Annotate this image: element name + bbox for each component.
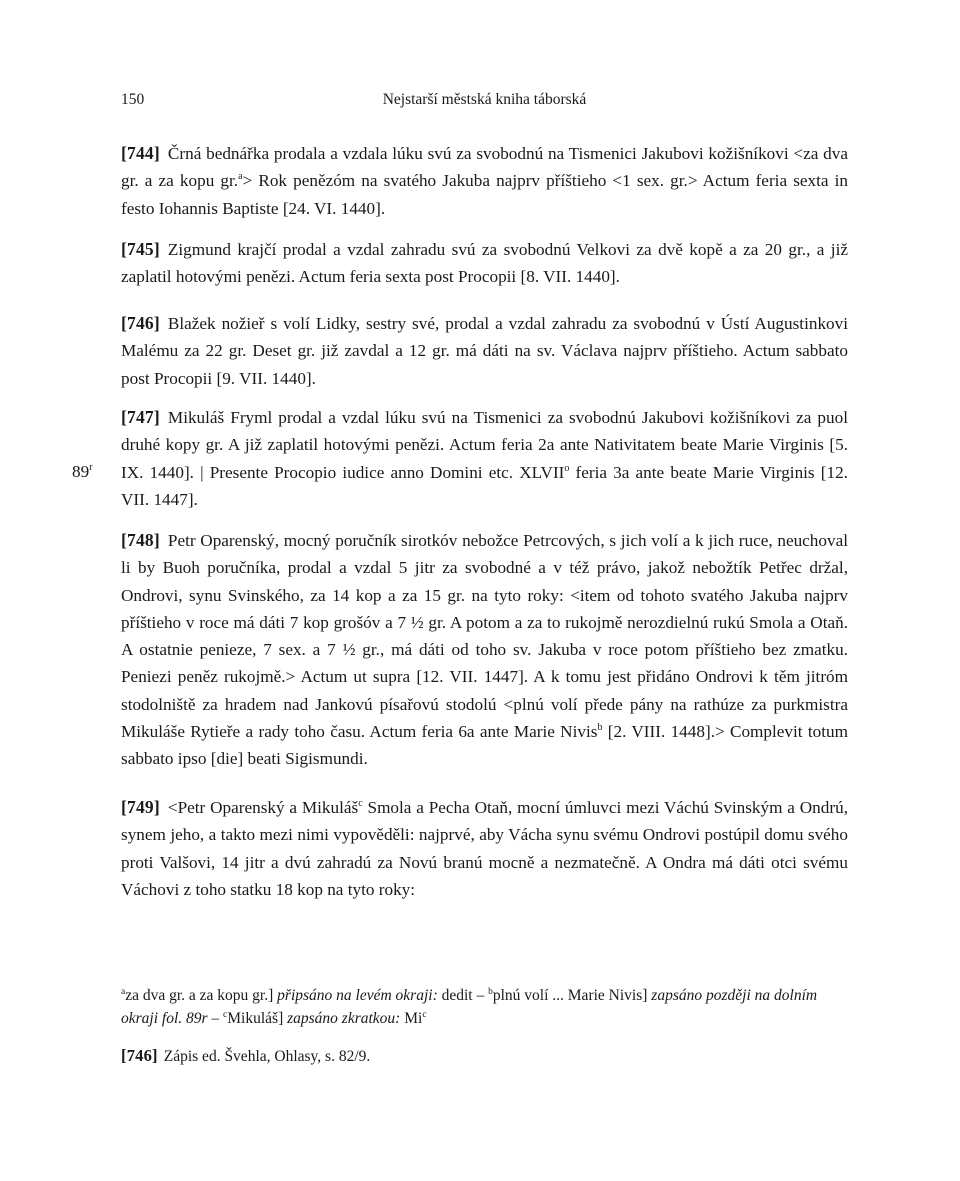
entry-text: Zigmund krajčí prodal a vzdal zahradu svú za svobodnú Velkovi za dvě kopě a za 20 gr., a již zaplatil hotovými penězi. Actum feria sexta post Procopii [8. VII. 1440].: [121, 240, 848, 287]
page-number: 150: [121, 91, 145, 108]
entry-745: [121, 236, 848, 291]
footnote-c-note: zapsáno zkratkou:: [287, 1010, 401, 1027]
footnotes: [121, 984, 848, 1030]
entry-748: [121, 527, 848, 773]
entry-746: [121, 310, 848, 392]
footnote-a-mark: a: [121, 987, 126, 997]
entry-744: [121, 140, 848, 222]
source-note-text: Zápis ed. Švehla, Ohlasy, s. 82/9.: [163, 1048, 371, 1065]
footnote-marker: c: [358, 798, 363, 809]
entry-749: [121, 794, 848, 903]
superscript-o: o: [564, 462, 570, 474]
source-note-number: [746]: [121, 1046, 158, 1065]
entry-text: Blažek nožieř s volí Lidky, sestry své, prodal a vzdal zahradu za svobodnú v Ústí Augustinkovi Malému za 22 gr. Deset gr. již zavdal a 12 gr. má dáti na sv. Václava najprv příštieho. Actum sabbato post Procopii [9. VII. 1440].: [121, 314, 848, 388]
footnote-c-mark: c: [223, 1010, 228, 1020]
entry-text: <Petr Oparenský a Mikuláš: [167, 798, 359, 817]
running-title: Nejstarší městská kniha táborská: [382, 91, 587, 108]
entry-text-cont: feria 3a ante beate Marie Virginis [12. VII. 1447].: [121, 462, 848, 509]
entry-text-cont: > Rok penězóm na svatého Jakuba najprv příštieho <1 sex. gr.> Actum feria sexta in festo Iohannis Baptiste [24. VI. 1440].: [121, 171, 848, 218]
entry-text-cont: [2. VIII. 1448].> Complevit totum sabbato ipso [die] beati Sigismundi.: [121, 722, 849, 769]
entry-number: [746]: [121, 313, 160, 333]
entry-747: [121, 404, 848, 513]
footnote-c-lemma: Mikuláš]: [227, 1010, 284, 1027]
entry-number: [745]: [121, 239, 160, 259]
entry-number: [749]: [121, 797, 160, 817]
entry-text: Mikuláš Fryml prodal a vzdal lúku svú na Tismenici za svobodnú Jakubovi kožišníkovi za puol druhé kopy gr. A již zaplatil hotovými penězi. Actum feria 2a ante Nativitatem beate Marie Virginis [5. IX. 1440]. | Presente Procopio iudice anno Domini etc. XLVII: [121, 408, 848, 482]
entry-number: [744]: [121, 143, 160, 163]
entry-number: [748]: [121, 530, 160, 550]
page-header: [121, 91, 848, 113]
footnote-c-sup: c: [422, 1010, 427, 1020]
source-note: [121, 1044, 848, 1068]
footnote-b-lemma: plnú volí ... Marie Nivis]: [492, 987, 648, 1004]
footnote-b-mark: b: [488, 987, 493, 997]
footnote-a-note: připsáno na levém okraji:: [277, 987, 438, 1004]
footnote-a-rest: dedit –: [441, 987, 485, 1004]
entry-text-cont: Smola a Pecha Otaň, mocní úmluvci mezi Váchú Svinským a Ondrú, synem jeho, a takto mezi nimi vypověděli: najprvé, aby Vácha synu svému Ondrovi postúpil domu svého proti Valšovi, 14 jitr a dvú zahradú za Novú branú mocně a nezmatečně. A Ondra má dáti otci svému Váchovi z toho statku 18 kop na tyto roky:: [121, 798, 848, 899]
footnote-marker: b: [597, 722, 603, 734]
footnote-marker: a: [238, 171, 243, 183]
entry-number: [747]: [121, 407, 160, 427]
footnote-b-note: zapsáno později na dolním okraji fol. 89r –: [121, 987, 818, 1027]
entry-text: Petr Oparenský, mocný poručník sirotkóv nebožce Petrcových, s jich volí a k jich ruce, neuchoval li by Buoh poručníka, prodal a vzdal 5 jitr za svobodné a v též právo, jakož nebožtík Petřec držal, Ondrovi, synu Svinského, za 14 kop a za 15 gr. na tyto roky: <item od tohoto svatého Jakuba najprv příštieho v roce má dáti 7 kop grošóv a 7 ½ gr. A potom a za to rukojmě nerozdielnú rukú Smola a Otaň. A ostatnie penieze, 7 sex. a 7 ½ gr., má dáti od toho sv. Jakuba v roce potom příštieho bez zmatku. Peniezi peněz rukojmě.> Actum ut supra [12. VII. 1447]. A k tomu jest přidáno Ondrovi k těm jitróm stodolniště za hradem nad Jankovú písařovú stodolú <plnú volí přede pány na rathúze za purkmistra Mikuláše Rytieře a rady toho času. Actum feria 6a ante Marie Nivis: [121, 531, 848, 742]
folio-side: r: [89, 462, 93, 473]
footnote-c-rest: Mi: [404, 1010, 423, 1027]
folio-number: 89: [72, 462, 90, 481]
entry-text: Črná bednářka prodala a vzdala lúku svú za svobodnú na Tismenici Jakubovi kožišníkovi <za dva gr. a za kopu gr.: [121, 144, 848, 191]
margin-folio-mark: [72, 458, 93, 485]
footnote-a-lemma: za dva gr. a za kopu gr.]: [125, 987, 274, 1004]
